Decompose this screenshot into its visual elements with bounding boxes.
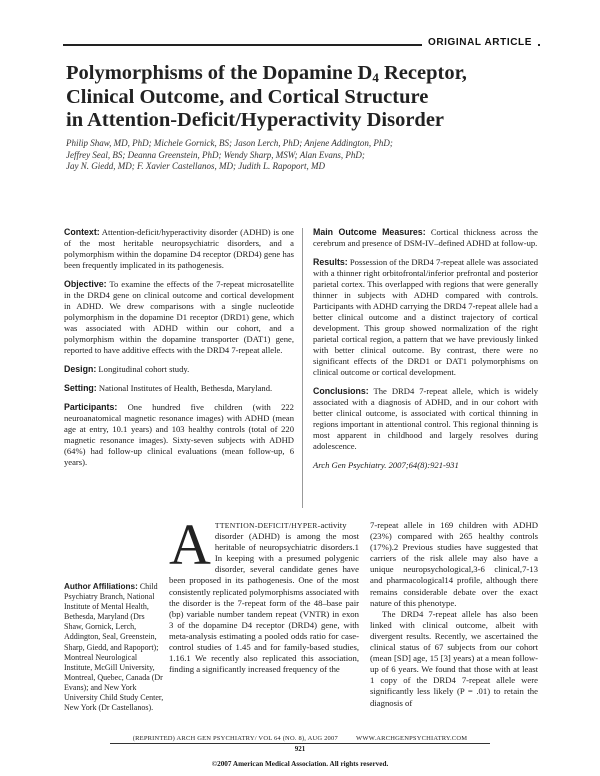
body-paragraph: activity disorder (ADHD) is among the most heritable of neuropsychiatric disorders.1 In keeping with a presumed polygenic disorder, several candidate genes have been proposed in its pathogenesis. One of the most consistently replicated polymorphisms associated with the disorder is the 7-repeat form of the 48–base pair (bp) variable number tandem repeat (VNTR) in exon 3 of the dopamine D4 receptor (DRD4) gene, with meta-analysis estimating a pooled odds ratio for case-control studies of 1.45 and for family-based studies, 1.16.1 We recently also replicated this association, finding a significantly increased frequency of the — [169, 520, 359, 675]
title-line-1: Polymorphisms of the Dopamine $D_4$ Receptor, — [66, 62, 467, 85]
footer-rule — [110, 743, 490, 744]
section-label: ORIGINAL ARTICLE — [422, 37, 538, 48]
author-line: Jay N. Giedd, MD; F. Xavier Castellanos, MD; Judith L. Rapoport, MD — [66, 161, 326, 172]
abstract-conclusions: Conclusions: The DRD4 7-repeat allele, which is widely associated with a diagnosis of ADHD, and in our cohort with better clinical outcome, is associated with cortical thinning in regions important in attentional control. This regional thinning is most apparent in childhood and largely resolves during adolescence. — [313, 386, 539, 451]
drop-cap: A — [169, 512, 211, 577]
body-paragraph: The DRD4 7-repeat allele has also been linked with clinical outcome, albeit with divergent results. Recently, we ascertained the clinical status of 67 subjects from our cohort (mean [SD] age, 15 [3] years) at a mean follow-up of 6 years. We found that those with at least 1 copy of the DRD4 7-repeat allele were significantly less likely (P = .01) to retain the diagnosis of — [370, 608, 538, 708]
lead-in: TTENTION-DEFICIT/HYPER- — [214, 521, 321, 530]
abstract-participants: Participants: One hundred five children (with 222 neuroanatomical magnetic resonance images) with ADHD (mean age at entry, 10.1 years) and 103 healthy controls (total of 220 magnetic resonance images). Sixty-seven subjects with ADHD (64%) had follow-up clinical evaluations (mean follow-up, 6 years). — [64, 402, 294, 467]
running-footer: (REPRINTED) ARCH GEN PSYCHIATRY/ VOL 64 (NO. 8), AUG 2007 WWW.ARCHGENPSYCHIATRY.COM — [132, 735, 468, 742]
journal-citation: Arch Gen Psychiatry. 2007;64(8):921-931 — [313, 460, 459, 470]
abstract-results: Results: Possession of the DRD4 7-repeat allele was associated with a thinner right orbitofrontal/inferior prefrontal and posterior parietal cortex. This overlapped with regions that were generally thinner in subjects with ADHD compared with controls. Participants with ADHD carrying the DRD4 7-repeat allele had a better clinical outcome and a distinct trajectory of cortical development. This group showed normalization of the right parietal cortical region, a pattern that we have previously linked with better clinical outcome. By contrast, there were no significant effects of the DRD1 or DAT1 polymorphisms on clinical outcome or cortical development. — [313, 257, 538, 377]
column-divider — [302, 228, 303, 508]
abstract-objective: Objective: To examine the effects of the 7-repeat microsatellite in the DRD4 gene on clinical outcome and cortical development in ADHD. We drew comparisons with a single nucleotide polymorphism in the dopamine D1 receptor (DRD1) gene, which was associated with ADHD within our cohort, and a polymorphism within the dopamine transporter (DAT1) gene, reported to have additive effects with the DRD4 7-repeat allele. — [64, 279, 294, 355]
author-line: Philip Shaw, MD, PhD; Michele Gornick, BS; Jason Lerch, PhD; Anjene Addington, PhD; — [66, 138, 393, 148]
abstract-left-column — [64, 227, 294, 476]
abstract-context: Context: Attention-deficit/hyperactivity disorder (ADHD) is one of the most heritable neuropsychiatric disorders, and a polymorphism within the dopamine D4 receptor (DRD4) gene has been frequently implicated in its pathogenesis. — [64, 227, 294, 270]
author-list — [66, 138, 516, 173]
body-column-1 — [169, 512, 359, 675]
abstract-design: Design: Longitudinal cohort study. — [64, 364, 190, 374]
abstract-outcome-measures: Main Outcome Measures: Cortical thickness across the cerebrum and presence of DSM-IV–defined ADHD at follow-up. — [313, 227, 538, 248]
article-title — [66, 62, 546, 132]
body-column-2 — [370, 520, 538, 709]
abstract-right-column — [313, 227, 538, 479]
author-affiliations: Author Affiliations: Child Psychiatry Branch, National Institute of Mental Health, Bethesda, Maryland (Drs Shaw, Gornick, Lerch, Addington, Seal, Greenstein, Sharp, Giedd, and Rapoport); Montreal Neurological Institute, McGill University, Montreal, Quebec, Canada (Dr Evans); and New York University Child Study Center, New York (Dr Castellanos). — [64, 582, 164, 713]
abstract-setting: Setting: National Institutes of Health, Bethesda, Maryland. — [64, 383, 273, 393]
copyright-notice: ©2007 American Medical Association. All rights reserved. — [211, 760, 389, 768]
author-line: Jeffrey Seal, BS; Deanna Greenstein, PhD; Wendy Sharp, MSW; Alan Evans, PhD; — [66, 149, 365, 160]
body-paragraph: 7-repeat allele in 169 children with ADHD (23%) compared with 265 healthy controls (17%).2 Previous studies have suggested that carriers of the risk allele may also have a unique neuropsychological,3-6 clinical,7-13 and pharmacological14 profile, although there remains considerable debate over the exact nature of this phenotype. — [370, 520, 538, 608]
page-number: 921 — [294, 745, 306, 753]
title-line-3: in Attention-Deficit/Hyperactivity Disorder — [66, 109, 445, 131]
title-line-2: Clinical Outcome, and Cortical Structure — [66, 86, 429, 108]
